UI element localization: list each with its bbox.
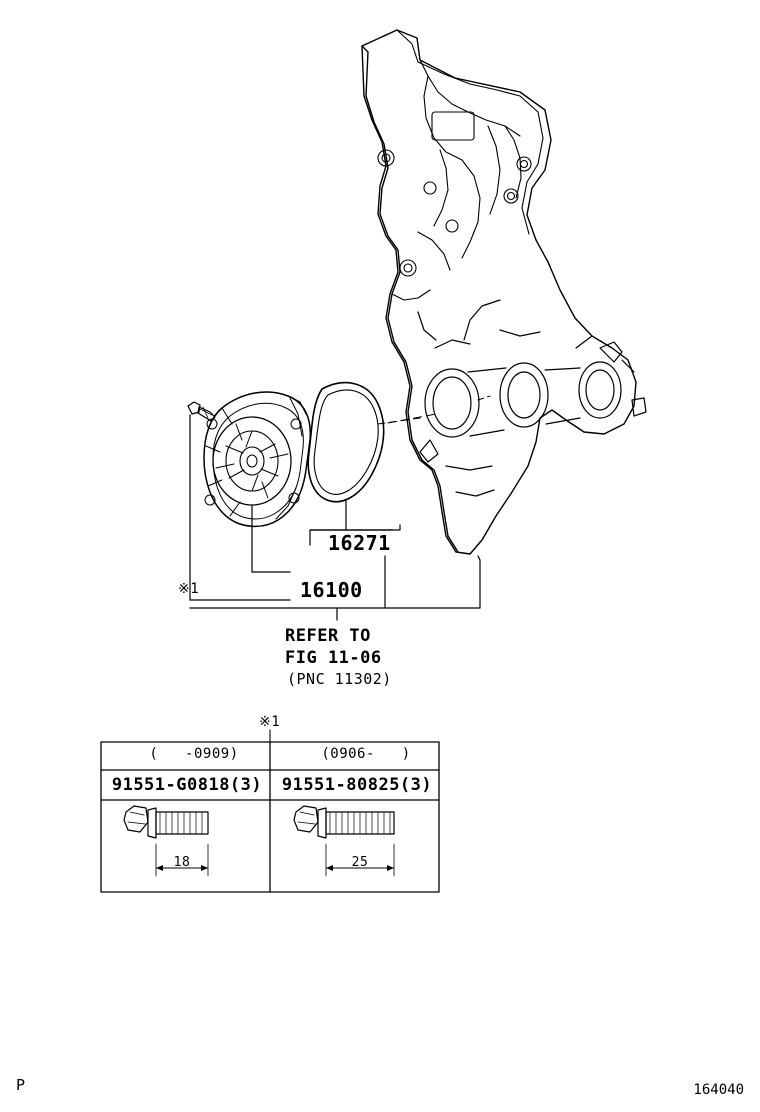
bolt-table-footnote-mark: ※1 — [259, 714, 281, 730]
page-corner-marker: P — [16, 1076, 26, 1094]
water-pump-gasket — [308, 383, 383, 502]
pump-bolt-small — [188, 402, 215, 421]
refer-to-line-1: REFER TO — [285, 626, 371, 646]
timing-chain-cover-outline — [362, 30, 636, 554]
bolt-length-left: 18 — [173, 855, 191, 870]
bolt-table-range-left: ( -0909) — [149, 746, 239, 762]
bolt-table-partno-right: 91551-80825(3) — [281, 775, 433, 795]
gasket-to-cover-leader — [378, 418, 420, 424]
callout-gasket-number: 16271 — [328, 531, 391, 555]
assembly-footnote-mark: ※1 — [178, 581, 200, 597]
figure-id: 164040 — [693, 1082, 744, 1098]
cover-bores — [418, 300, 634, 496]
refer-to-line-2: FIG 11-06 — [285, 648, 382, 668]
bolt-table-partno-left: 91551-G0818(3) — [111, 775, 263, 795]
bolt-table-range-right: (0906- ) — [321, 746, 411, 762]
callout-water-pump-number: 16100 — [300, 578, 363, 602]
cover-interior-detail — [378, 30, 543, 300]
cover-flange-tabs — [420, 342, 646, 462]
water-pump-assembly — [204, 392, 310, 526]
refer-to-pnc: (PNC 11302) — [287, 670, 392, 688]
bolt-length-right: 25 — [351, 855, 369, 870]
